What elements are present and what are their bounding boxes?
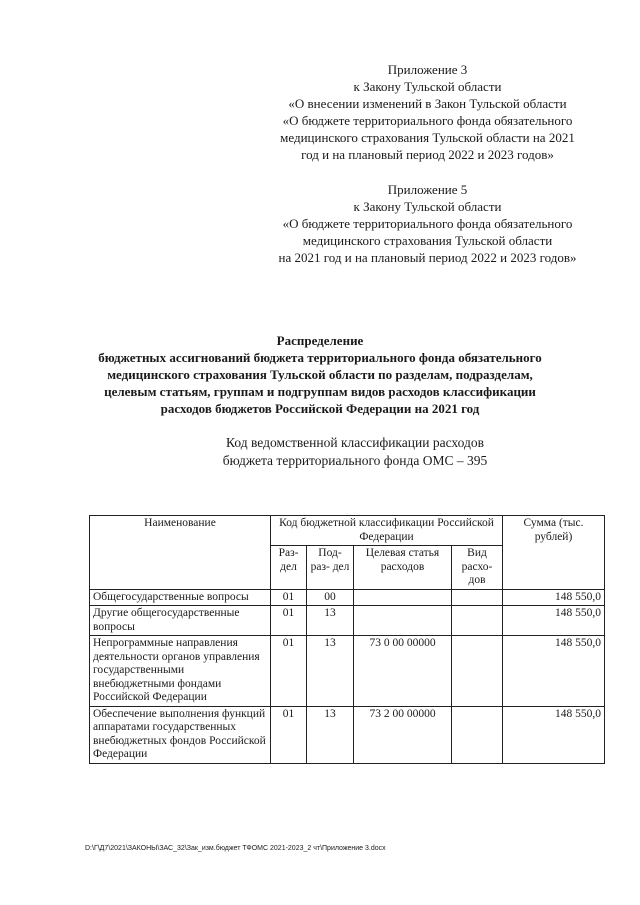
cell-subsection: 00 — [307, 589, 354, 606]
table-row — [90, 589, 605, 606]
appendix-3-line: медицинского страхования Тульской области на 2021 — [280, 130, 575, 145]
title-line: целевым статьям, группам и подгруппам видов расходов классификации — [104, 384, 536, 399]
cell-sum: 148 550,0 — [503, 589, 605, 606]
header-code-group: Код бюджетной классификации Российской Федерации — [271, 516, 503, 546]
cell-type — [452, 636, 503, 707]
header-target: Целевая статья расходов — [354, 546, 452, 590]
table-row — [90, 706, 605, 763]
header-section: Раз- дел — [271, 546, 307, 590]
header-subsection: Под- раз- дел — [307, 546, 354, 590]
cell-section: 01 — [271, 606, 307, 636]
cell-section: 01 — [271, 589, 307, 606]
cell-subsection: 13 — [307, 706, 354, 763]
appendix-5-heading — [250, 181, 605, 266]
table-row — [90, 606, 605, 636]
cell-section: 01 — [271, 706, 307, 763]
title-line: медицинского страхования Тульской области по разделам, подразделам, — [107, 367, 533, 382]
appendix-3-line: «О бюджете территориального фонда обязательного — [282, 113, 573, 128]
appendix-3-heading — [250, 61, 605, 163]
appendix-5-line: к Закону Тульской области — [353, 199, 502, 214]
cell-name: Общегосударственные вопросы — [90, 589, 271, 606]
appendix-5-line: Приложение 5 — [387, 182, 468, 197]
appendix-5-line: «О бюджете территориального фонда обязательного — [282, 216, 573, 231]
cell-name: Непрограммные направления деятельности органов управления государственными внебюджетными фондами Российской Федерации — [90, 636, 271, 707]
appendix-3-line: год и на плановый период 2022 и 2023 годов» — [301, 147, 554, 162]
cell-type — [452, 606, 503, 636]
title-line: расходов бюджетов Российской Федерации на 2021 год — [160, 401, 480, 416]
cell-type — [452, 706, 503, 763]
appendix-5-line: на 2021 год и на плановый период 2022 и 2023 годов» — [278, 250, 577, 265]
cell-name: Обеспечение выполнения функций аппаратами государственных внебюджетных фондов Российской Федерации — [90, 706, 271, 763]
title-line: Распределение — [276, 333, 364, 348]
cell-sum: 148 550,0 — [503, 636, 605, 707]
header-name: Наименование — [90, 516, 271, 590]
cell-subsection: 13 — [307, 606, 354, 636]
cell-name: Другие общегосударственные вопросы — [90, 606, 271, 636]
department-code — [185, 434, 525, 470]
cell-target: 73 2 00 00000 — [354, 706, 452, 763]
table-header-row — [90, 516, 605, 546]
title-line: бюджетных ассигнований бюджета территориального фонда обязательного — [98, 350, 542, 365]
department-code-line-2: бюджета территориального фонда ОМС – 395 — [222, 453, 488, 468]
header-type: Вид расхо- дов — [452, 546, 503, 590]
department-code-line-1: Код ведомственной классификации расходов — [226, 435, 484, 450]
table-row — [90, 636, 605, 707]
cell-type — [452, 589, 503, 606]
cell-sum: 148 550,0 — [503, 606, 605, 636]
cell-target: 73 0 00 00000 — [354, 636, 452, 707]
cell-sum: 148 550,0 — [503, 706, 605, 763]
cell-section: 01 — [271, 636, 307, 707]
cell-subsection: 13 — [307, 636, 354, 707]
appendix-3-line: к Закону Тульской области — [353, 79, 502, 94]
header-sum: Сумма (тыс. рублей) — [503, 516, 605, 590]
file-path-footer: D:\Г\Д7\2021\ЗАКОНЫ\ЗАС_32\Зак_изм.бюджет ТФОМС 2021-2023_2 чт\Приложение 3.docx — [85, 845, 386, 852]
appendix-3-line: «О внесении изменений в Закон Тульской области — [288, 96, 567, 111]
appendix-3-line: Приложение 3 — [387, 62, 468, 77]
cell-target — [354, 589, 452, 606]
allocation-table — [89, 515, 605, 764]
document-title — [60, 332, 580, 417]
appendix-5-line: медицинского страхования Тульской области — [302, 233, 553, 248]
cell-target — [354, 606, 452, 636]
